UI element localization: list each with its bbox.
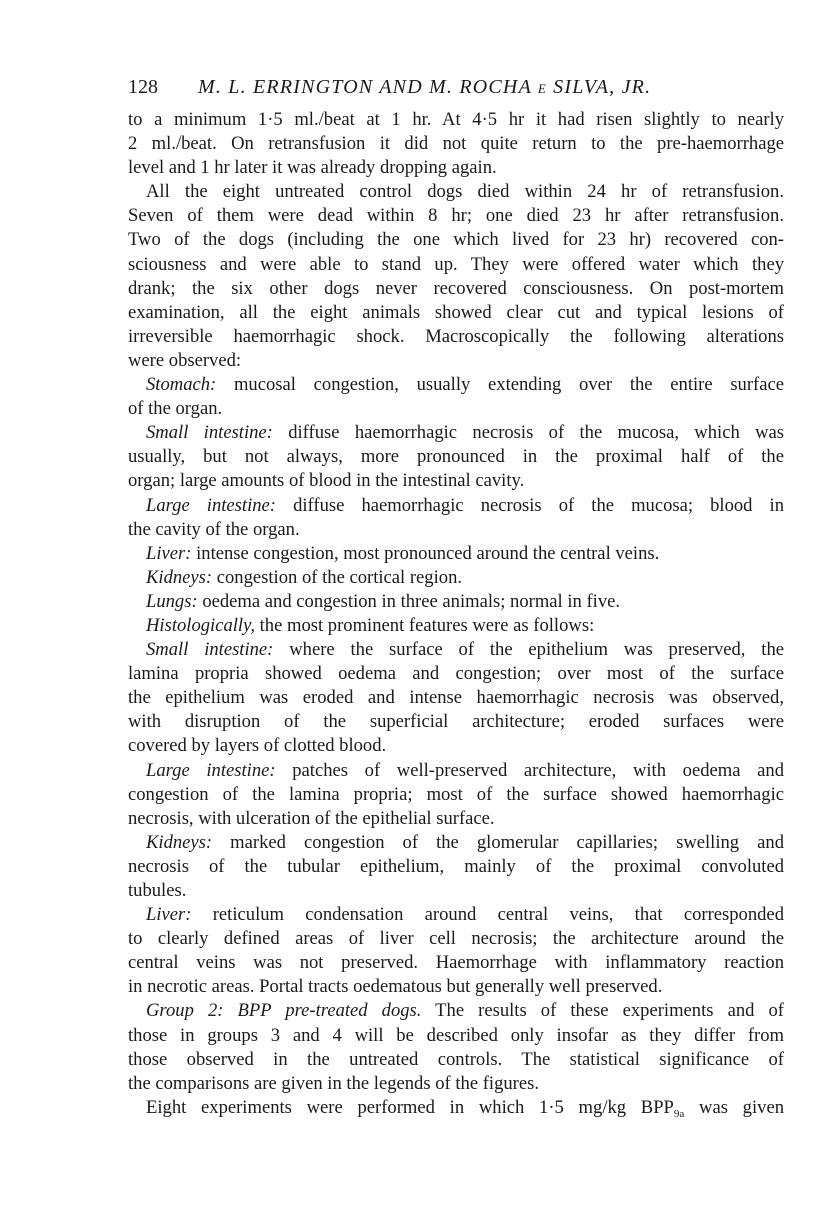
text-line: [128, 783, 784, 807]
text-line: [128, 108, 784, 132]
line-text: the comparisons are given in the legends of the figures.: [128, 1072, 540, 1094]
line-text: tubules.: [128, 880, 187, 901]
text-line: [128, 156, 784, 180]
line-text: central veins was not preserved. Haemorrhage with inflammatory reaction: [128, 952, 784, 974]
paragraph: [128, 999, 784, 1095]
text-line: [128, 469, 784, 493]
line-text-after: was given: [684, 1096, 784, 1118]
paragraph: [128, 421, 784, 493]
italic-lead-in: Small intestine:: [146, 422, 273, 444]
line-text: Two of the dogs (including the one which lived for 23 hr) recovered con-: [128, 229, 784, 251]
paragraph: [128, 831, 784, 903]
line-text: the most prominent features were as follows:: [254, 614, 595, 636]
line-text: drank; the six other dogs never recovered consciousness. On post-mortem: [128, 277, 784, 299]
authors-part-1: M. L. ERRINGTON AND M. ROCHA: [198, 76, 538, 98]
line-text: in necrotic areas. Portal tracts oedematous but generally well preserved.: [128, 976, 663, 998]
line-text: level and 1 hr later it was already dropping again.: [128, 157, 497, 179]
paragraph: [128, 566, 784, 590]
running-header: [128, 76, 788, 104]
line-text: intense congestion, most pronounced around the central veins.: [191, 542, 660, 564]
text-line: [128, 566, 784, 590]
line-text: marked congestion of the glomerular capillaries; swelling and: [212, 831, 784, 853]
italic-lead-in: Lungs:: [146, 590, 198, 612]
line-text: the cavity of the organ.: [128, 518, 300, 540]
paragraph: [128, 1096, 784, 1120]
line-text: necrosis of the tubular epithelium, mainly of the proximal convoluted: [128, 855, 784, 877]
text-line: [128, 204, 784, 228]
running-title-authors: [198, 76, 651, 99]
paragraph: [128, 542, 784, 566]
text-line: [128, 373, 784, 397]
text-line: [128, 1024, 784, 1048]
line-text: congestion of the lamina propria; most of the surface showed haemorrhagic: [128, 783, 784, 805]
page-number: 128: [128, 76, 158, 98]
text-line: [128, 710, 784, 734]
line-text: patches of well-preserved architecture, with oedema and: [275, 759, 784, 781]
text-line: [128, 662, 784, 686]
italic-lead-in: Stomach:: [146, 374, 217, 396]
text-line: [128, 686, 784, 710]
paragraph: [128, 614, 784, 638]
line-text: with disruption of the superficial architecture; eroded surfaces were: [128, 711, 784, 733]
text-line: [128, 879, 784, 903]
text-line: [128, 132, 784, 156]
line-text: to clearly defined areas of liver cell necrosis; the architecture around the: [128, 928, 784, 950]
text-line: [128, 253, 784, 277]
line-text: The results of these experiments and of: [421, 1000, 784, 1022]
line-text: lamina propria showed oedema and congestion; over most of the surface: [128, 663, 784, 685]
text-line: [128, 518, 784, 542]
italic-lead-in: Small intestine:: [146, 639, 274, 661]
line-text: the epithelium was eroded and intense haemorrhagic necrosis was observed,: [128, 687, 784, 709]
line-text: diffuse haemorrhagic necrosis of the mucosa; blood in: [276, 494, 784, 516]
text-line: [128, 951, 784, 975]
text-line: [128, 494, 784, 518]
line-text: examination, all the eight animals showed clear cut and typical lesions of: [128, 301, 784, 323]
text-line: [128, 638, 784, 662]
line-text: necrosis, with ulceration of the epithelial surface.: [128, 807, 495, 829]
text-line: [128, 831, 784, 855]
line-text: of the organ.: [128, 398, 223, 420]
paragraph: [128, 759, 784, 831]
line-text: Eight experiments were performed in which 1·5 mg/kg BPP: [146, 1096, 674, 1118]
authors-part-2: SILVA, JR.: [546, 76, 652, 98]
paragraph: [128, 108, 784, 180]
text-line: [128, 325, 784, 349]
text-line: [128, 759, 784, 783]
authors-e: E: [537, 81, 547, 96]
paragraph: [128, 180, 784, 373]
line-text: 2 ml./beat. On retransfusion it did not quite return to the pre-haemorrhage: [128, 133, 784, 155]
text-line: [128, 903, 784, 927]
italic-lead-in: Kidneys:: [146, 566, 213, 588]
text-line: [128, 1096, 784, 1120]
line-text: those in groups 3 and 4 will be described only insofar as they differ from: [128, 1024, 784, 1046]
text-line: [128, 1072, 784, 1096]
line-text: were observed:: [128, 349, 242, 371]
text-line: [128, 999, 784, 1023]
line-text: covered by layers of clotted blood.: [128, 735, 387, 757]
line-text: Seven of them were dead within 8 hr; one died 23 hr after retransfusion.: [128, 205, 784, 227]
text-line: [128, 590, 784, 614]
line-text: congestion of the cortical region.: [212, 566, 463, 588]
line-text: All the eight untreated control dogs died within 24 hr of retransfusion.: [146, 181, 784, 203]
subscript: 9a: [673, 1107, 685, 1120]
paragraph: [128, 494, 784, 542]
text-line: [128, 734, 784, 758]
text-line: [128, 1048, 784, 1072]
text-line: [128, 542, 784, 566]
text-line: [128, 855, 784, 879]
paragraph: [128, 373, 784, 421]
line-text: mucosal congestion, usually extending over the entire surface: [216, 374, 784, 396]
text-line: [128, 975, 784, 999]
text-line: [128, 927, 784, 951]
text-line: [128, 180, 784, 204]
line-text: where the surface of the epithelium was preserved, the: [273, 639, 784, 661]
text-line: [128, 301, 784, 325]
body-text: [128, 108, 784, 1120]
italic-lead-in: Histologically,: [146, 614, 255, 636]
paragraph: [128, 638, 784, 758]
line-text: organ; large amounts of blood in the intestinal cavity.: [128, 470, 525, 492]
italic-lead-in: Liver:: [146, 904, 192, 926]
text-line: [128, 228, 784, 252]
italic-lead-in: Large intestine:: [146, 494, 276, 516]
italic-lead-in: Group 2: BPP pre-treated dogs.: [146, 1000, 422, 1022]
line-text: usually, but not always, more pronounced in the proximal half of the: [128, 446, 784, 468]
italic-lead-in: Kidneys:: [146, 831, 213, 853]
paragraph: [128, 903, 784, 999]
text-line: [128, 614, 784, 638]
text-line: [128, 277, 784, 301]
line-text: sciousness and were able to stand up. They were offered water which they: [128, 253, 784, 275]
text-line: [128, 349, 784, 373]
line-text: oedema and congestion in three animals; normal in five.: [197, 590, 621, 612]
text-line: [128, 397, 784, 421]
paragraph: [128, 590, 784, 614]
text-line: [128, 445, 784, 469]
italic-lead-in: Large intestine:: [146, 759, 276, 781]
line-text: to a minimum 1·5 ml./beat at 1 hr. At 4·5 hr it had risen slightly to nearly: [128, 109, 784, 130]
text-line: [128, 807, 784, 831]
line-text: irreversible haemorrhagic shock. Macroscopically the following alterations: [128, 325, 784, 347]
line-text: reticulum condensation around central veins, that corresponded: [191, 904, 784, 926]
line-text: diffuse haemorrhagic necrosis of the mucosa, which was: [272, 422, 784, 444]
line-text: those observed in the untreated controls. The statistical significance of: [128, 1048, 784, 1070]
italic-lead-in: Liver:: [146, 542, 192, 564]
text-line: [128, 421, 784, 445]
